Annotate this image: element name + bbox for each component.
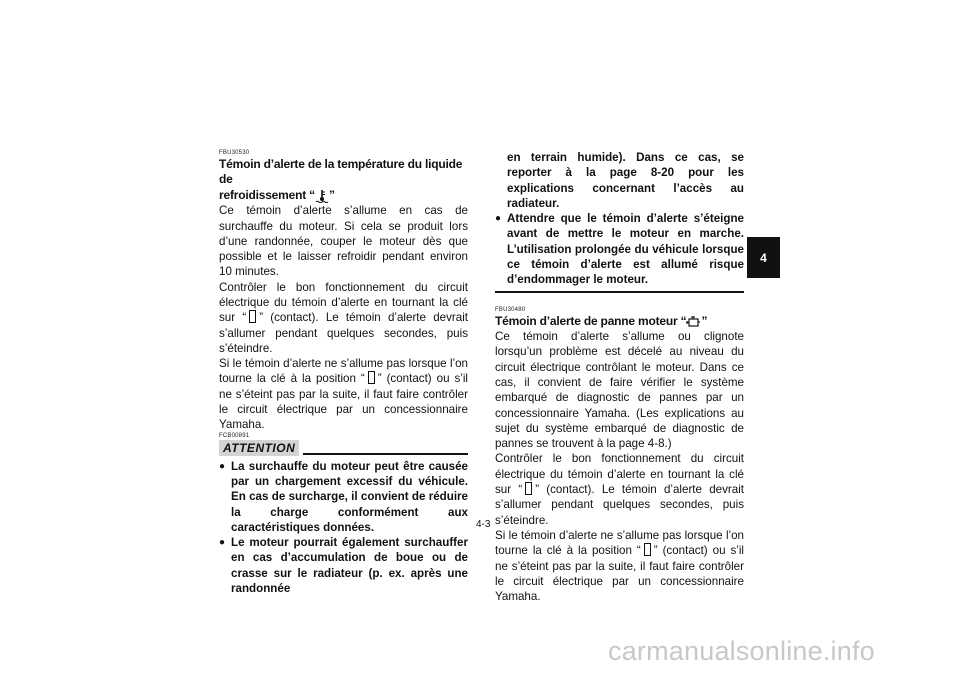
chapter-tab: 4 <box>747 237 780 278</box>
key-position-icon <box>249 310 256 323</box>
list-item-continued: en terrain humide). Dans ce cas, se reporter à la page 8-20 pour les explications concernant l’accès au radiateur. <box>507 151 744 210</box>
page-number: 4-3 <box>476 519 491 530</box>
list-item: ● La surchauffe du moteur peut être causée par un chargement excessif du véhicule. En cas de surcharge, il convient de réduire la charge conformément aux caractéristiques données. <box>219 459 468 534</box>
list-item: ● Attendre que le témoin d’alerte s’éteigne avant de mettre le moteur en marche. L’utilisation prolongée du véhicule lorsque ce témoin d’alerte est allumé risque d’endommager le moteur. <box>495 212 744 287</box>
notice-code: FCB00891 <box>219 432 250 439</box>
attention-header <box>219 440 468 456</box>
paragraph: Si le témoin d’alerte ne s’allume pas lorsque l’on tourne la clé à la position “ ” (contact) ou s’il ne s’éteint pas par la suite, il faut faire contrôler le circuit électrique par un concessionnaire Yamaha. <box>219 357 468 432</box>
section-heading: Témoin d’alerte de panne moteur “ ” <box>495 313 708 328</box>
paragraph: Si le témoin d’alerte ne s’allume pas lorsque l’on tourne la clé à la position “ ” (contact) ou s’il ne s’éteint pas par la suite, il faut faire contrôler le circuit électrique par un concessionnaire Yamaha. <box>495 528 744 604</box>
attention-end-rule <box>495 291 744 293</box>
section-heading: Témoin d’alerte de la température du liquide de refroidissement “ ” <box>219 157 463 202</box>
bullet-icon: ● <box>495 213 502 225</box>
watermark: carmanualsonline.info <box>608 636 875 666</box>
list-item: ● Le moteur pourrait également surchauffer en cas d’accumulation de boue ou de crasse sur le radiateur (p. ex. après une randonnée <box>219 536 468 596</box>
key-position-icon <box>525 482 532 495</box>
section-code: FBU30480 <box>495 306 526 313</box>
right-column <box>495 150 744 604</box>
engine-icon <box>686 316 701 328</box>
paragraph: Ce témoin d’alerte s’allume ou clignote lorsqu’un problème est décelé au niveau du circuit électrique contrôlant le moteur. Dans ce cas, il convient de faire vérifier le système embarqué de diagnostic de pannes par un concessionnaire Yamaha. (Les explications au sujet du système embarqué de diagnostic de pannes se trouvent à la page 4-8.) <box>495 330 744 451</box>
bullet-icon: ● <box>219 537 226 549</box>
bullet-icon: ● <box>219 460 226 472</box>
attention-badge: ATTENTION <box>219 440 299 456</box>
paragraph: Contrôler le bon fonctionnement du circuit électrique du témoin d’alerte en tournant la clé sur “ ” (contact). Le témoin d’alerte devrait s’allumer pendant quelques secondes, puis s’éteindre. <box>495 452 744 527</box>
section-code: FBU30530 <box>219 150 250 156</box>
paragraph: Contrôler le bon fonctionnement du circuit électrique du témoin d’alerte en tournant la clé sur “ ” (contact). Le témoin d’alerte devrait s’allumer pendant quelques secondes, puis s’éteindre. <box>219 280 468 355</box>
coolant-temperature-icon <box>315 189 329 203</box>
key-position-icon <box>368 371 375 384</box>
paragraph: Ce témoin d’alerte s’allume en cas de surchauffe du moteur. Si cela se produit lors d’une randonnée, couper le moteur dès que possible et le laisser refroidir pendant environ 10 minutes. <box>219 204 468 279</box>
left-column <box>219 150 468 596</box>
key-position-icon <box>644 543 651 556</box>
attention-rule <box>303 453 468 455</box>
